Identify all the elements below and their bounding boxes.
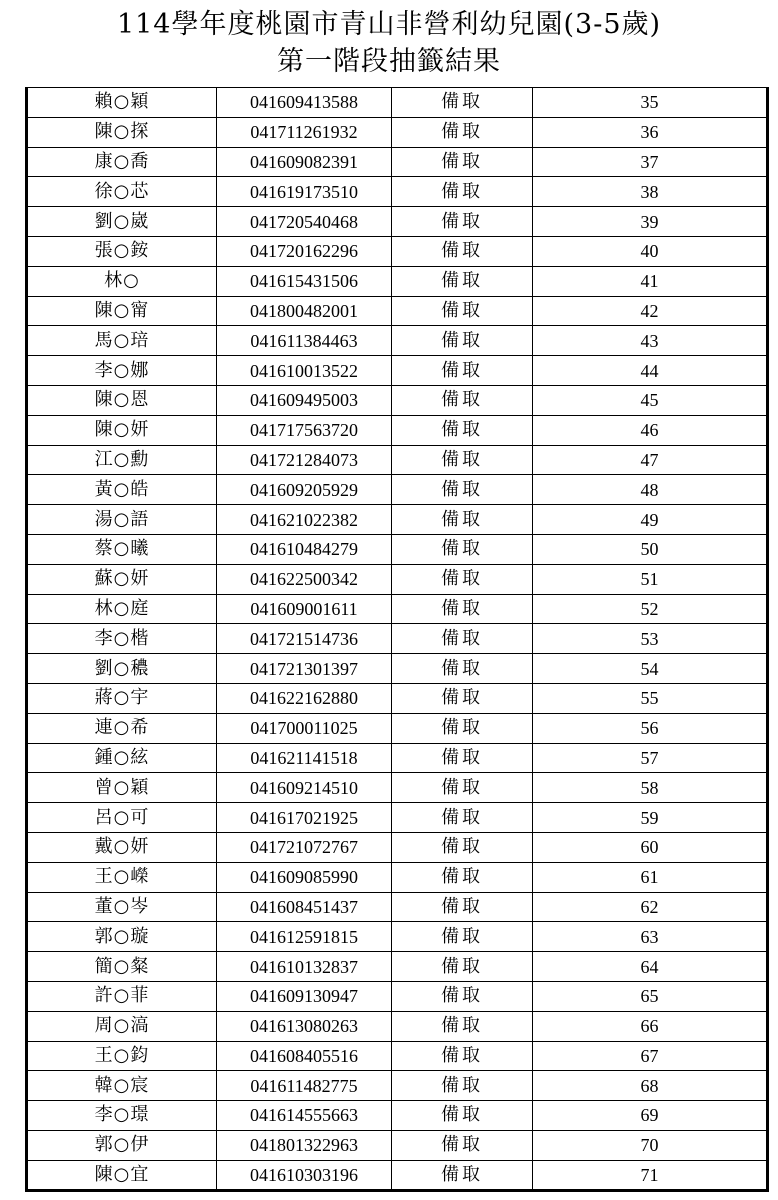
applicant-id-cell: 041609082391	[217, 147, 392, 177]
applicant-id-cell: 041622500342	[217, 564, 392, 594]
waitlist-rank-cell: 52	[533, 594, 768, 624]
waitlist-rank-cell: 39	[533, 207, 768, 237]
waitlist-rank-cell: 58	[533, 773, 768, 803]
applicant-name-cell: 王○嶸	[27, 862, 217, 892]
table-row	[27, 88, 768, 118]
admission-status-cell: 備取	[392, 952, 533, 982]
waitlist-rank-cell: 38	[533, 177, 768, 207]
admission-status-cell: 備取	[392, 654, 533, 684]
admission-status-cell: 備取	[392, 594, 533, 624]
applicant-id-cell: 041614555663	[217, 1101, 392, 1131]
admission-status-cell: 備取	[392, 177, 533, 207]
table-row	[27, 1101, 768, 1131]
results-table-body	[27, 88, 768, 1191]
admission-status-cell: 備取	[392, 713, 533, 743]
applicant-id-cell: 041711261932	[217, 117, 392, 147]
table-row	[27, 415, 768, 445]
waitlist-rank-cell: 64	[533, 952, 768, 982]
applicant-name-cell: 林○	[27, 266, 217, 296]
waitlist-rank-cell: 69	[533, 1101, 768, 1131]
applicant-name-cell: 蔡○曦	[27, 534, 217, 564]
table-row	[27, 266, 768, 296]
applicant-name-cell: 董○岑	[27, 892, 217, 922]
applicant-id-cell: 041621141518	[217, 743, 392, 773]
table-row	[27, 981, 768, 1011]
table-row	[27, 207, 768, 237]
applicant-id-cell: 041610484279	[217, 534, 392, 564]
applicant-name-cell: 陳○恩	[27, 385, 217, 415]
waitlist-rank-cell: 51	[533, 564, 768, 594]
table-row	[27, 117, 768, 147]
applicant-id-cell: 041610132837	[217, 952, 392, 982]
applicant-id-cell: 041612591815	[217, 922, 392, 952]
applicant-id-cell: 041609085990	[217, 862, 392, 892]
applicant-name-cell: 郭○伊	[27, 1130, 217, 1160]
waitlist-rank-cell: 42	[533, 296, 768, 326]
table-row	[27, 1011, 768, 1041]
applicant-id-cell: 041609495003	[217, 385, 392, 415]
waitlist-rank-cell: 56	[533, 713, 768, 743]
applicant-name-cell: 康○喬	[27, 147, 217, 177]
applicant-id-cell: 041621022382	[217, 505, 392, 535]
admission-status-cell: 備取	[392, 683, 533, 713]
waitlist-rank-cell: 37	[533, 147, 768, 177]
applicant-name-cell: 劉○崴	[27, 207, 217, 237]
applicant-id-cell: 041721301397	[217, 654, 392, 684]
table-row	[27, 147, 768, 177]
waitlist-rank-cell: 41	[533, 266, 768, 296]
applicant-id-cell: 041720162296	[217, 236, 392, 266]
waitlist-rank-cell: 45	[533, 385, 768, 415]
applicant-id-cell: 041721514736	[217, 624, 392, 654]
admission-status-cell: 備取	[392, 1130, 533, 1160]
admission-status-cell: 備取	[392, 1160, 533, 1191]
admission-status-cell: 備取	[392, 624, 533, 654]
waitlist-rank-cell: 57	[533, 743, 768, 773]
admission-status-cell: 備取	[392, 505, 533, 535]
applicant-id-cell: 041622162880	[217, 683, 392, 713]
applicant-name-cell: 馬○琣	[27, 326, 217, 356]
admission-status-cell: 備取	[392, 266, 533, 296]
admission-status-cell: 備取	[392, 415, 533, 445]
applicant-name-cell: 蔣○宇	[27, 683, 217, 713]
table-row	[27, 1160, 768, 1191]
waitlist-rank-cell: 46	[533, 415, 768, 445]
table-row	[27, 594, 768, 624]
waitlist-rank-cell: 47	[533, 445, 768, 475]
waitlist-rank-cell: 35	[533, 88, 768, 118]
table-row	[27, 326, 768, 356]
applicant-id-cell: 041801322963	[217, 1130, 392, 1160]
applicant-name-cell: 呂○可	[27, 803, 217, 833]
applicant-id-cell: 041613080263	[217, 1011, 392, 1041]
applicant-name-cell: 劉○穠	[27, 654, 217, 684]
applicant-name-cell: 李○楷	[27, 624, 217, 654]
applicant-name-cell: 林○庭	[27, 594, 217, 624]
waitlist-rank-cell: 36	[533, 117, 768, 147]
applicant-name-cell: 陳○探	[27, 117, 217, 147]
table-row	[27, 475, 768, 505]
table-row	[27, 177, 768, 207]
applicant-id-cell: 041609001611	[217, 594, 392, 624]
applicant-name-cell: 李○娜	[27, 356, 217, 386]
admission-status-cell: 備取	[392, 1071, 533, 1101]
applicant-name-cell: 周○滈	[27, 1011, 217, 1041]
table-row	[27, 385, 768, 415]
admission-status-cell: 備取	[392, 296, 533, 326]
applicant-name-cell: 許○菲	[27, 981, 217, 1011]
admission-status-cell: 備取	[392, 743, 533, 773]
table-row	[27, 1071, 768, 1101]
waitlist-rank-cell: 49	[533, 505, 768, 535]
admission-status-cell: 備取	[392, 445, 533, 475]
applicant-name-cell: 蘇○妍	[27, 564, 217, 594]
waitlist-rank-cell: 68	[533, 1071, 768, 1101]
waitlist-rank-cell: 62	[533, 892, 768, 922]
page-title: 114學年度桃園市青山非營利幼兒園(3-5歲)	[116, 9, 662, 40]
admission-status-cell: 備取	[392, 326, 533, 356]
applicant-name-cell: 湯○語	[27, 505, 217, 535]
table-row	[27, 236, 768, 266]
admission-status-cell: 備取	[392, 385, 533, 415]
applicant-id-cell: 041608451437	[217, 892, 392, 922]
admission-status-cell: 備取	[392, 862, 533, 892]
waitlist-rank-cell: 61	[533, 862, 768, 892]
applicant-name-cell: 簡○粲	[27, 952, 217, 982]
table-row	[27, 564, 768, 594]
applicant-id-cell: 041720540468	[217, 207, 392, 237]
waitlist-rank-cell: 71	[533, 1160, 768, 1191]
applicant-id-cell: 041610303196	[217, 1160, 392, 1191]
waitlist-rank-cell: 44	[533, 356, 768, 386]
table-row	[27, 713, 768, 743]
applicant-id-cell: 041615431506	[217, 266, 392, 296]
waitlist-rank-cell: 66	[533, 1011, 768, 1041]
table-row	[27, 832, 768, 862]
applicant-id-cell: 041609130947	[217, 981, 392, 1011]
admission-status-cell: 備取	[392, 475, 533, 505]
applicant-name-cell: 連○希	[27, 713, 217, 743]
admission-status-cell: 備取	[392, 88, 533, 118]
applicant-id-cell: 041617021925	[217, 803, 392, 833]
admission-status-cell: 備取	[392, 922, 533, 952]
admission-status-cell: 備取	[392, 1041, 533, 1071]
admission-status-cell: 備取	[392, 564, 533, 594]
applicant-name-cell: 王○鈞	[27, 1041, 217, 1071]
table-row	[27, 862, 768, 892]
applicant-name-cell: 江○勳	[27, 445, 217, 475]
table-row	[27, 683, 768, 713]
waitlist-rank-cell: 55	[533, 683, 768, 713]
waitlist-rank-cell: 63	[533, 922, 768, 952]
admission-status-cell: 備取	[392, 356, 533, 386]
table-row	[27, 773, 768, 803]
admission-status-cell: 備取	[392, 147, 533, 177]
applicant-name-cell: 郭○璇	[27, 922, 217, 952]
admission-status-cell: 備取	[392, 773, 533, 803]
applicant-id-cell: 041717563720	[217, 415, 392, 445]
applicant-id-cell: 041700011025	[217, 713, 392, 743]
table-row	[27, 803, 768, 833]
waitlist-rank-cell: 53	[533, 624, 768, 654]
waitlist-rank-cell: 67	[533, 1041, 768, 1071]
waitlist-rank-cell: 48	[533, 475, 768, 505]
table-row	[27, 892, 768, 922]
applicant-id-cell: 041610013522	[217, 356, 392, 386]
applicant-name-cell: 陳○宜	[27, 1160, 217, 1191]
applicant-name-cell: 韓○宸	[27, 1071, 217, 1101]
applicant-id-cell: 041721072767	[217, 832, 392, 862]
results-table	[25, 87, 769, 1192]
applicant-name-cell: 陳○甯	[27, 296, 217, 326]
admission-status-cell: 備取	[392, 981, 533, 1011]
waitlist-rank-cell: 60	[533, 832, 768, 862]
admission-status-cell: 備取	[392, 892, 533, 922]
table-row	[27, 445, 768, 475]
table-row	[27, 1130, 768, 1160]
applicant-name-cell: 曾○穎	[27, 773, 217, 803]
waitlist-rank-cell: 65	[533, 981, 768, 1011]
admission-status-cell: 備取	[392, 803, 533, 833]
table-row	[27, 952, 768, 982]
applicant-id-cell: 041611482775	[217, 1071, 392, 1101]
waitlist-rank-cell: 43	[533, 326, 768, 356]
table-row	[27, 654, 768, 684]
applicant-id-cell: 041609214510	[217, 773, 392, 803]
waitlist-rank-cell: 59	[533, 803, 768, 833]
applicant-name-cell: 李○璟	[27, 1101, 217, 1131]
table-row	[27, 356, 768, 386]
applicant-id-cell: 041619173510	[217, 177, 392, 207]
waitlist-rank-cell: 54	[533, 654, 768, 684]
applicant-name-cell: 鍾○絃	[27, 743, 217, 773]
admission-status-cell: 備取	[392, 1011, 533, 1041]
admission-status-cell: 備取	[392, 117, 533, 147]
table-row	[27, 624, 768, 654]
admission-status-cell: 備取	[392, 1101, 533, 1131]
waitlist-rank-cell: 50	[533, 534, 768, 564]
applicant-name-cell: 陳○妍	[27, 415, 217, 445]
waitlist-rank-cell: 70	[533, 1130, 768, 1160]
table-row	[27, 743, 768, 773]
applicant-id-cell: 041608405516	[217, 1041, 392, 1071]
page-subtitle: 第一階段抽籤結果	[277, 46, 501, 77]
applicant-id-cell: 041609413588	[217, 88, 392, 118]
admission-status-cell: 備取	[392, 534, 533, 564]
table-row	[27, 505, 768, 535]
applicant-id-cell: 041721284073	[217, 445, 392, 475]
applicant-id-cell: 041611384463	[217, 326, 392, 356]
applicant-id-cell: 041609205929	[217, 475, 392, 505]
applicant-name-cell: 張○銨	[27, 236, 217, 266]
admission-status-cell: 備取	[392, 207, 533, 237]
applicant-name-cell: 徐○芯	[27, 177, 217, 207]
table-row	[27, 534, 768, 564]
admission-status-cell: 備取	[392, 236, 533, 266]
waitlist-rank-cell: 40	[533, 236, 768, 266]
applicant-name-cell: 戴○妍	[27, 832, 217, 862]
admission-status-cell: 備取	[392, 832, 533, 862]
applicant-name-cell: 賴○穎	[27, 88, 217, 118]
applicant-id-cell: 041800482001	[217, 296, 392, 326]
table-row	[27, 1041, 768, 1071]
table-row	[27, 922, 768, 952]
table-row	[27, 296, 768, 326]
applicant-name-cell: 黃○皓	[27, 475, 217, 505]
